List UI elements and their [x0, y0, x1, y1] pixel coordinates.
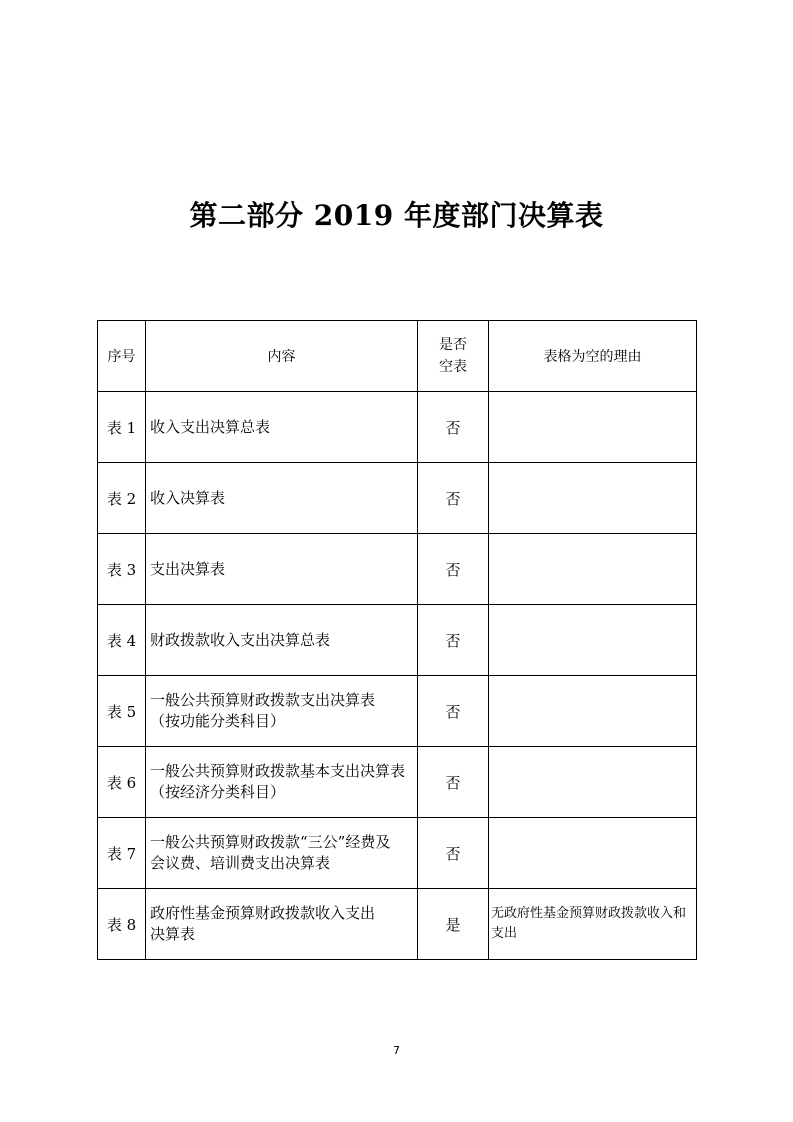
row-content-line2: 决算表	[150, 925, 196, 943]
table-row	[98, 676, 697, 747]
row-reason	[489, 463, 697, 534]
table-row	[98, 818, 697, 889]
row-no: 表 1	[98, 392, 146, 463]
table-row	[98, 392, 697, 463]
row-content-line2: 会议费、培训费支出决算表	[150, 854, 331, 872]
row-content-line1: 一般公共预算财政拨款“三公”经费及	[150, 833, 391, 851]
table-row	[98, 747, 697, 818]
row-content-line1: 收入支出决算总表	[150, 417, 271, 436]
row-no: 表 6	[98, 747, 146, 818]
row-is-empty: 否	[418, 534, 489, 605]
row-no: 表 7	[98, 818, 146, 889]
header-is-empty-line2: 空表	[439, 359, 467, 375]
page-number: 7	[393, 1044, 400, 1057]
row-content-line2: （按功能分类科目）	[150, 712, 286, 730]
row-content	[146, 534, 418, 605]
table-header-row	[98, 321, 697, 392]
header-reason: 表格为空的理由	[489, 321, 697, 392]
row-content	[146, 889, 418, 960]
row-is-empty: 否	[418, 747, 489, 818]
table-row	[98, 534, 697, 605]
row-no: 表 2	[98, 463, 146, 534]
row-reason	[489, 747, 697, 818]
summary-table	[97, 320, 697, 960]
table-row	[98, 463, 697, 534]
row-no: 表 5	[98, 676, 146, 747]
header-no: 序号	[98, 321, 146, 392]
row-content-line1: 财政拨款收入支出决算总表	[150, 630, 331, 649]
row-content	[146, 676, 418, 747]
header-is-empty	[418, 321, 489, 392]
row-is-empty: 否	[418, 605, 489, 676]
row-no: 表 8	[98, 889, 146, 960]
row-no: 表 4	[98, 605, 146, 676]
row-is-empty: 否	[418, 463, 489, 534]
row-no: 表 3	[98, 534, 146, 605]
row-content-line1: 政府性基金预算财政拨款收入支出	[150, 904, 376, 922]
page-title: 第二部分 2019 年度部门决算表	[189, 199, 604, 232]
row-content-line1: 一般公共预算财政拨款基本支出决算表	[150, 762, 406, 780]
row-reason	[489, 605, 697, 676]
row-is-empty: 是	[418, 889, 489, 960]
row-is-empty: 否	[418, 818, 489, 889]
row-reason	[489, 392, 697, 463]
row-content	[146, 605, 418, 676]
header-content: 内容	[146, 321, 418, 392]
row-reason	[489, 676, 697, 747]
header-is-empty-line1: 是否	[439, 337, 467, 353]
row-content-line1: 一般公共预算财政拨款支出决算表	[150, 691, 376, 709]
row-reason	[489, 818, 697, 889]
row-content-line1: 收入决算表	[150, 488, 226, 507]
table-row	[98, 605, 697, 676]
row-content-line2: （按经济分类科目）	[150, 783, 286, 801]
row-content	[146, 463, 418, 534]
row-reason: 无政府性基金预算财政拨款收入和支出	[489, 889, 697, 960]
table-row	[98, 889, 697, 960]
row-content	[146, 747, 418, 818]
row-content	[146, 818, 418, 889]
row-content	[146, 392, 418, 463]
row-is-empty: 否	[418, 392, 489, 463]
row-content-line1: 支出决算表	[150, 559, 226, 578]
row-is-empty: 否	[418, 676, 489, 747]
row-reason	[489, 534, 697, 605]
